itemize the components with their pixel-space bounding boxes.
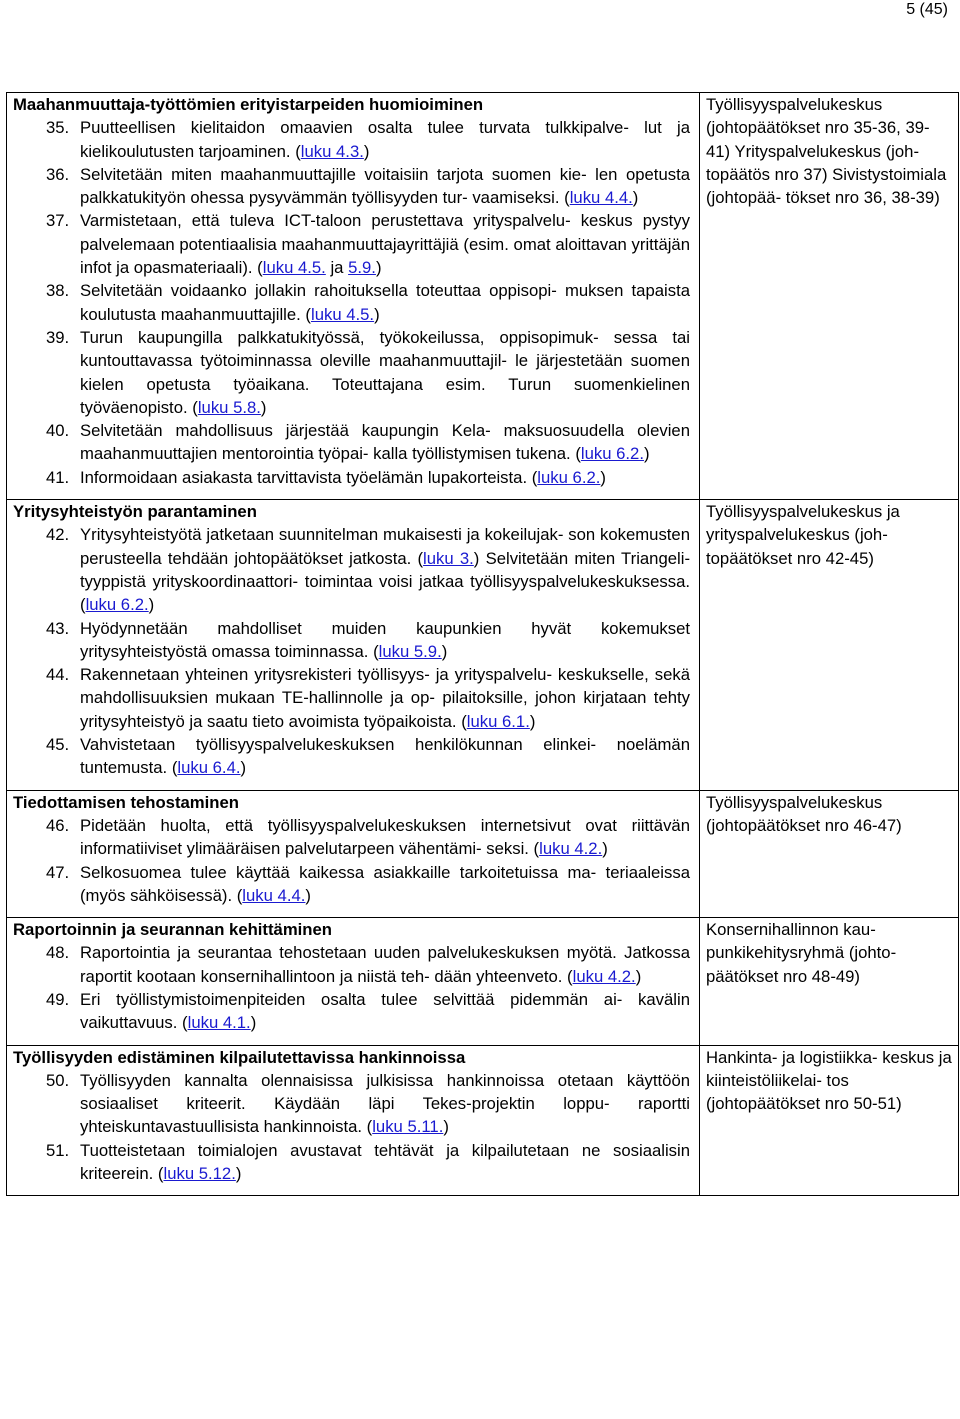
item-text: Vahvistetaan työllisyyspalvelukeskuksen henkilökunnan elinkei- noelämän tuntemusta. (luku 6.4.) bbox=[80, 735, 690, 778]
responsible-units: Työllisyyspalvelukeskus (johtopäätökset nro 35-36, 39-41) Yrityspalvelukeskus (joh- topäätös nro 37) Sivistystoimiala (johtopää- tökset nro 36, 38-39) bbox=[706, 95, 947, 208]
actions-cell bbox=[7, 500, 700, 791]
item-text: Varmistetaan, että tuleva ICT-taloon perustettava yrityspalvelu- keskus pystyy palvelemaan potentiaalisia maahanmuuttajayrittäjiä (esim. omat aloittavan yrittäjän infot ja opasmateriaali). (luku 4.5. ja 5.9.) bbox=[80, 211, 690, 278]
responsible-cell bbox=[700, 790, 959, 917]
section-reference-link[interactable]: luku 4.1. bbox=[187, 1013, 251, 1033]
list-item bbox=[13, 523, 690, 616]
actions-cell bbox=[7, 918, 700, 1045]
item-body: Vahvistetaan työllisyyspalvelukeskuksen henkilökunnan elinkei- noelämän tuntemusta. bbox=[80, 735, 690, 778]
item-number: 36. bbox=[46, 164, 70, 184]
item-text: Puutteellisen kielitaidon omaavien osalta tulee turvata tulkkipalve- lut ja kielikoulutusten tarjoaminen. (luku 4.3.) bbox=[80, 118, 690, 161]
item-body: Raportointia ja seurantaa tehostetaan uuden palvelukeskuksen myötä. Jatkossa raportit kootaan konsernihallintoon ja niistä teh- dään yhteenveto. bbox=[80, 943, 690, 986]
section-reference-link[interactable]: luku 6.2. bbox=[580, 444, 644, 464]
item-body: Selkosuomea tulee käyttää kaikessa asiakkaille tarkoitetuissa ma- teriaaleissa (myös sähköisessä). bbox=[80, 862, 690, 905]
item-body: Tuotteistetaan toimialojen avustavat tehtävät ja kilpailutetaan ne sosiaalisin kriteerein. bbox=[80, 1140, 690, 1184]
item-text: Yritysyhteistyötä jatketaan suunnitelman mukaisesti ja kokeilujak- son kokemusten perusteella tehdään johtopäätökset jatkosta. (luku 3.) Selvitetään miten Triangeli-tyyppistä yrityskoordinaattori- toimintaa voisi jatkaa työllisyyspalvelukeskuksessa. (luku 6.2.) bbox=[80, 525, 690, 615]
item-body: Varmistetaan, että tuleva ICT-taloon perustettava yrityspalvelu- keskus pystyy palvelemaan potentiaalisia maahanmuuttajayrittäjiä (esim. omat aloittavan yrittäjän infot ja opasmateriaali). bbox=[80, 211, 690, 278]
actions-cell bbox=[7, 1045, 700, 1196]
section-heading: Tiedottamisen tehostaminen bbox=[13, 792, 239, 812]
item-body: Selvitetään miten maahanmuuttajille voitaisiin tarjota suomen kie- len opetusta palkkatukityön ohessa pysyvämmän työllisyyden tur- vaamiseksi. bbox=[80, 164, 690, 208]
item-number: 47. bbox=[46, 862, 70, 882]
item-text: Turun kaupungilla palkkatukityössä, työkokeilussa, oppisopimuk- sessa tai kuntouttavassa työtoiminnassa oleville maahanmuuttajil- le järjestetään suomen kielen opetusta työaikana. Toteuttajana esim. Turun suomenkielinen työväenopisto. (luku 5.8.) bbox=[80, 327, 690, 417]
item-number: 41. bbox=[46, 467, 70, 487]
section-reference-link[interactable]: luku 5.8. bbox=[197, 397, 261, 417]
section-reference-link[interactable]: luku 5.12. bbox=[163, 1164, 236, 1184]
item-text: Selvitetään miten maahanmuuttajille voitaisiin tarjota suomen kie- len opetusta palkkatukityön ohessa pysyvämmän työllisyyden tur- vaamiseksi. (luku 4.4.) bbox=[80, 164, 690, 208]
section-reference-link[interactable]: luku 5.9. bbox=[378, 641, 442, 661]
item-body: Yritysyhteistyötä jatketaan suunnitelman mukaisesti ja kokeilujak- son kokemusten perusteella tehdään johtopäätökset jatkosta. bbox=[80, 525, 690, 568]
item-text: Raportointia ja seurantaa tehostetaan uuden palvelukeskuksen myötä. Jatkossa raportit kootaan konsernihallintoon ja niistä teh- dään yhteenveto. (luku 4.2.) bbox=[80, 943, 690, 986]
list-item bbox=[13, 279, 690, 326]
section-heading: Työllisyyden edistäminen kilpailutettavissa hankinnoissa bbox=[13, 1047, 466, 1067]
responsible-units: Hankinta- ja logistiikka- keskus ja kiinteistöliikelai- tos (johtopäätökset nro 50-51) bbox=[706, 1047, 952, 1114]
list-item bbox=[13, 1069, 690, 1139]
item-body: Rakennetaan yhteinen yritysrekisteri työllisyys- ja yrityspalvelu- keskukselle, sekä mahdollisuuksien mukaan TE-hallinnolle ja op- pilaitoksille, johon kirjataan tehty yritysyhteistyö ja saatu tieto avoimista työpaikoista. bbox=[80, 665, 690, 731]
item-number: 42. bbox=[46, 525, 70, 545]
item-text: Hyödynnetään mahdolliset muiden kaupunkien hyvät kokemukset yritysyhteistyöstä omassa toiminnassa. (luku 5.9.) bbox=[80, 618, 690, 661]
list-item bbox=[13, 209, 690, 279]
item-number: 43. bbox=[46, 618, 70, 638]
actions-cell bbox=[7, 93, 700, 500]
section-reference-link[interactable]: luku 4.5. bbox=[310, 304, 375, 324]
item-text: Selkosuomea tulee käyttää kaikessa asiakkaille tarkoitetuissa ma- teriaaleissa (myös sähköisessä). (luku 4.4.) bbox=[80, 862, 690, 905]
responsible-cell bbox=[700, 93, 959, 500]
item-text: Selvitetään mahdollisuus järjestää kaupungin Kela- maksuosuudella olevien maahanmuuttajien mentorointia työpai- kalla työllistymisen tukena. (luku 6.2.) bbox=[80, 421, 690, 464]
item-number: 38. bbox=[46, 281, 70, 301]
table-row bbox=[7, 1045, 959, 1196]
item-body: Työllisyyden kannalta olennaisissa julkisissa hankinnoissa otetaan käyttöön sosiaaliset kriteerit. Käydään läpi Tekes-projektin loppu- raportti yhteiskuntavastuullisista hankinnoista. bbox=[80, 1070, 690, 1137]
item-number: 48. bbox=[46, 943, 70, 963]
responsible-units: Työllisyyspalvelukeskus (johtopäätökset nro 46-47) bbox=[706, 792, 902, 835]
section-reference-link[interactable]: luku 5.11. bbox=[372, 1117, 444, 1137]
section-reference-link[interactable]: luku 6.4. bbox=[177, 758, 241, 778]
section-heading: Yritysyhteistyön parantaminen bbox=[13, 502, 257, 522]
list-item bbox=[13, 988, 690, 1035]
item-text: Eri työllistymistoimenpiteiden osalta tulee selvittää pidemmän ai- kavälin vaikuttavuus. (luku 4.1.) bbox=[80, 989, 690, 1033]
section-reference-link[interactable]: luku 4.2. bbox=[539, 839, 603, 859]
item-body: Puutteellisen kielitaidon omaavien osalta tulee turvata tulkkipalve- lut ja kielikoulutusten tarjoaminen. bbox=[80, 118, 690, 161]
item-number: 40. bbox=[46, 421, 70, 441]
item-text: Tuotteistetaan toimialojen avustavat tehtävät ja kilpailutetaan ne sosiaalisin kriteerein. (luku 5.12.) bbox=[80, 1140, 690, 1184]
reference-conjunction: ja bbox=[330, 258, 344, 278]
item-text: Pidetään huolta, että työllisyyspalvelukeskuksen internetsivut ovat riittävän informatiiviset ylimääräisen palvelutarpeen vähentämi- seksi. (luku 4.2.) bbox=[80, 815, 690, 859]
item-body: Informoidaan asiakasta tarvittavista työelämän lupakorteista. bbox=[80, 467, 528, 487]
list-item bbox=[13, 941, 690, 988]
item-body: Hyödynnetään mahdolliset muiden kaupunkien hyvät kokemukset yritysyhteistyöstä omassa toiminnassa. bbox=[80, 618, 690, 661]
list-item bbox=[13, 733, 690, 780]
section-reference-link[interactable]: 5.9. bbox=[348, 258, 376, 278]
item-body: Selvitetään miten Triangeli-tyyppistä yrityskoordinaattori- toimintaa voisi jatkaa työllisyyspalvelukeskuksessa. bbox=[80, 548, 690, 591]
section-reference-link[interactable]: luku 6.2. bbox=[85, 595, 149, 615]
list-item bbox=[13, 419, 690, 466]
section-reference-link[interactable]: luku 3. bbox=[423, 548, 474, 568]
responsible-cell bbox=[700, 918, 959, 1045]
list-item bbox=[13, 663, 690, 733]
item-body: Turun kaupungilla palkkatukityössä, työkokeilussa, oppisopimuk- sessa tai kuntouttavassa työtoiminnassa oleville maahanmuuttajil- le järjestetään suomen kielen opetusta työaikana. Toteuttajana esim. Turun suomenkielinen työväenopisto. bbox=[80, 327, 690, 417]
section-reference-link[interactable]: luku 4.5. bbox=[262, 258, 326, 278]
item-number: 35. bbox=[46, 118, 70, 138]
list-item bbox=[13, 163, 690, 210]
table-row bbox=[7, 790, 959, 917]
item-text: Selvitetään voidaanko jollakin rahoituksella toteuttaa oppisopi- muksen tapaista koulutusta maahanmuuttajille. (luku 4.5.) bbox=[80, 281, 690, 324]
item-text: Informoidaan asiakasta tarvittavista työelämän lupakorteista. (luku 6.2.) bbox=[80, 467, 606, 487]
action-table bbox=[6, 92, 959, 1196]
item-text: Rakennetaan yhteinen yritysrekisteri työllisyys- ja yrityspalvelu- keskukselle, sekä mahdollisuuksien mukaan TE-hallinnolle ja op- pilaitoksille, johon kirjataan tehty yritysyhteistyö ja saatu tieto avoimista työpaikoista. (luku 6.1.) bbox=[80, 665, 690, 731]
responsible-cell bbox=[700, 1045, 959, 1196]
item-number: 49. bbox=[46, 989, 70, 1009]
section-reference-link[interactable]: luku 4.4. bbox=[569, 188, 633, 208]
item-text: Työllisyyden kannalta olennaisissa julkisissa hankinnoissa otetaan käyttöön sosiaaliset kriteerit. Käydään läpi Tekes-projektin loppu- raportti yhteiskuntavastuullisista hankinnoista. (luku 5.11.) bbox=[80, 1070, 690, 1137]
table-row bbox=[7, 93, 959, 500]
item-body: Pidetään huolta, että työllisyyspalvelukeskuksen internetsivut ovat riittävän informatiiviset ylimääräisen palvelutarpeen vähentämi- seksi. bbox=[80, 815, 690, 859]
section-reference-link[interactable]: luku 4.4. bbox=[242, 885, 306, 905]
actions-cell bbox=[7, 790, 700, 917]
item-body: Selvitetään mahdollisuus järjestää kaupungin Kela- maksuosuudella olevien maahanmuuttajien mentorointia työpai- kalla työllistymisen tukena. bbox=[80, 421, 690, 464]
item-number: 46. bbox=[46, 815, 70, 835]
list-item bbox=[13, 814, 690, 861]
list-item bbox=[13, 617, 690, 664]
responsible-units: Työllisyyspalvelukeskus ja yrityspalvelukeskus (joh- topäätökset nro 42-45) bbox=[706, 502, 900, 568]
section-reference-link[interactable]: luku 6.1. bbox=[466, 711, 530, 731]
item-number: 39. bbox=[46, 327, 70, 347]
page-number: 5 (45) bbox=[906, 1, 948, 18]
section-reference-link[interactable]: luku 4.3. bbox=[300, 141, 364, 161]
item-body: Eri työllistymistoimenpiteiden osalta tulee selvittää pidemmän ai- kavälin vaikuttavuus. bbox=[80, 989, 690, 1033]
item-number: 44. bbox=[46, 665, 70, 685]
responsible-cell bbox=[700, 500, 959, 791]
list-item bbox=[13, 1139, 690, 1186]
list-item bbox=[13, 116, 690, 163]
list-item bbox=[13, 326, 690, 419]
section-reference-link[interactable]: luku 6.2. bbox=[537, 467, 601, 487]
table-row bbox=[7, 500, 959, 791]
table-row bbox=[7, 918, 959, 1045]
list-item bbox=[13, 466, 690, 489]
list-item bbox=[13, 861, 690, 908]
item-body: Selvitetään voidaanko jollakin rahoituksella toteuttaa oppisopi- muksen tapaista koulutusta maahanmuuttajille. bbox=[80, 281, 690, 324]
section-reference-link[interactable]: luku 4.2. bbox=[572, 966, 636, 986]
item-number: 51. bbox=[46, 1140, 70, 1160]
item-number: 37. bbox=[46, 211, 70, 231]
section-heading: Maahanmuuttaja-työttömien erityistarpeiden huomioiminen bbox=[13, 95, 484, 114]
item-number: 50. bbox=[46, 1070, 70, 1090]
section-heading: Raportoinnin ja seurannan kehittäminen bbox=[13, 920, 332, 940]
item-number: 45. bbox=[46, 735, 70, 755]
responsible-units: Konsernihallinnon kau- punkikehitysryhmä (johto- päätökset nro 48-49) bbox=[706, 920, 897, 986]
